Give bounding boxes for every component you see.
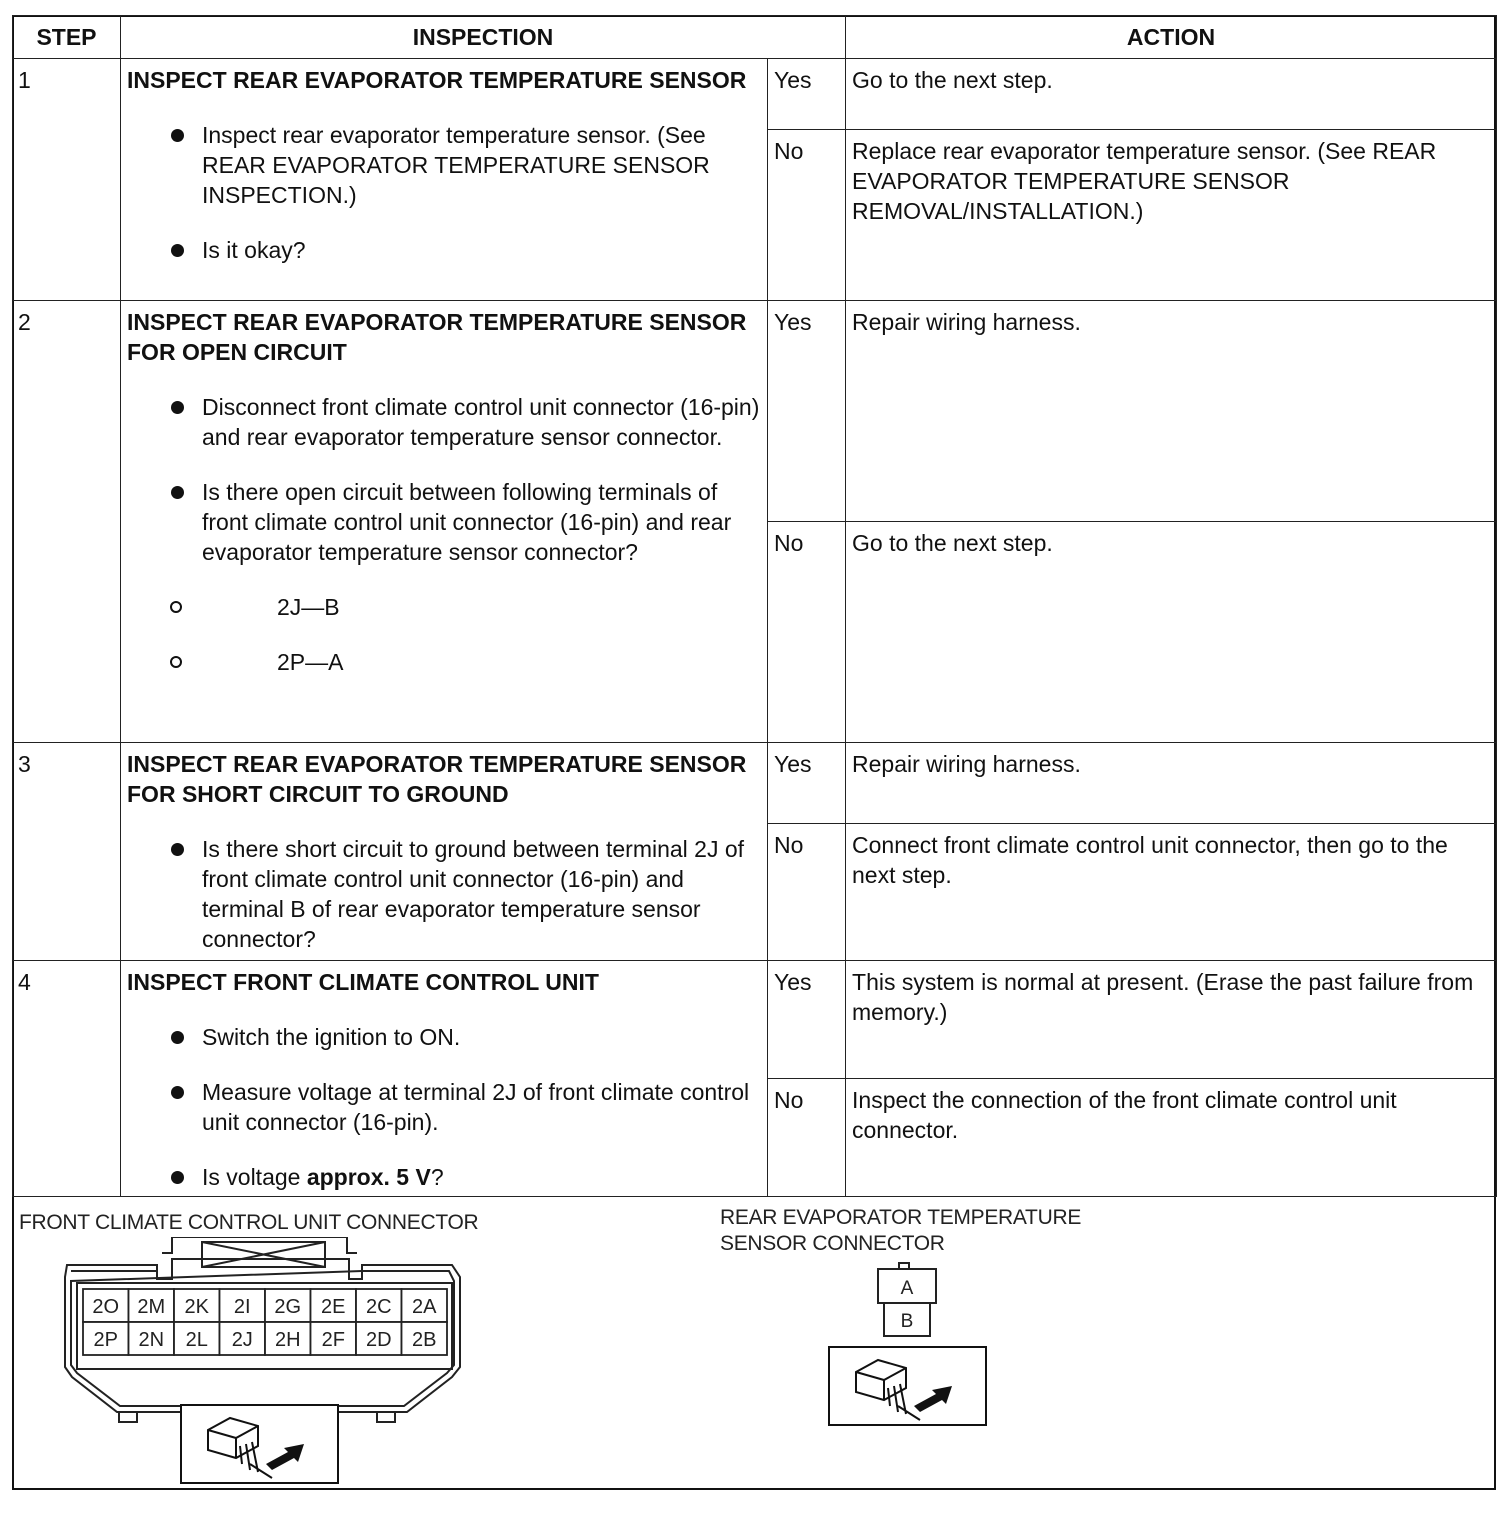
rear-connector-diagram [874, 1261, 954, 1341]
terminal-label: 2N [138, 1329, 165, 1351]
list-item [127, 477, 761, 677]
front-connector-view-icon [180, 1404, 340, 1486]
step-title: INSPECT REAR EVAPORATOR TEMPERATURE SENSOR FOR SHORT CIRCUIT TO GROUND [127, 751, 747, 807]
list-item: Inspect rear evaporator temperature sensor. (See REAR EVAPORATOR TEMPERATURE SENSOR INSPECTION.) [127, 120, 761, 210]
terminal-label: 2C [365, 1296, 392, 1318]
terminal-b-label: B [900, 1311, 914, 1332]
bullet-list [127, 1022, 761, 1192]
terminal-label: 2P [93, 1329, 118, 1351]
rear-connector-label-line2: SENSOR CONNECTOR [720, 1232, 945, 1255]
no-action: Connect front climate control unit connector, then go to the next step. [846, 824, 1497, 961]
voltage-question-suffix: ? [430, 1164, 444, 1190]
table-row [13, 59, 1497, 130]
terminal-label: 2M [137, 1296, 166, 1318]
list-item: Is there short circuit to ground between terminal 2J of front climate control unit connector (16-pin) and terminal B of rear evaporator temperature sensor connector? [127, 834, 761, 954]
list-item: Disconnect front climate control unit connector (16-pin) and rear evaporator temperature sensor connector. [127, 392, 761, 452]
voltage-value: approx. 5 V [306, 1164, 431, 1190]
list-item: Switch the ignition to ON. [127, 1022, 761, 1052]
step-number: 2 [13, 301, 121, 743]
step-number: 1 [13, 59, 121, 301]
yes-action: Go to the next step. [846, 59, 1497, 130]
sub-bullet-list [127, 592, 761, 677]
yes-action: Repair wiring harness. [846, 743, 1497, 824]
terminal-label: 2G [274, 1296, 302, 1318]
inspection-table [12, 15, 1497, 1197]
inspection-cell [121, 743, 768, 961]
header-inspection: INSPECTION [121, 16, 846, 59]
bullet-list [127, 392, 761, 677]
connector-diagrams [12, 1197, 1496, 1490]
inspection-cell [121, 961, 768, 1197]
sub-list-item: 2J—B [127, 592, 761, 622]
no-action: Go to the next step. [846, 522, 1497, 743]
voltage-question-prefix: Is voltage [202, 1164, 307, 1190]
list-item-text: Is there open circuit between following terminals of front climate control unit connector (16-pin) and rear evaporator temperature sensor connector? [202, 479, 732, 565]
yes-action: Repair wiring harness. [846, 301, 1497, 522]
terminal-label: 2H [274, 1329, 301, 1351]
list-item: Measure voltage at terminal 2J of front climate control unit connector (16-pin). [127, 1077, 761, 1137]
inspection-cell [121, 301, 768, 743]
bullet-list [127, 120, 761, 265]
no-action: Inspect the connection of the front climate control unit connector. [846, 1079, 1497, 1197]
list-item: Is it okay? [127, 235, 761, 265]
inspection-cell [121, 59, 768, 301]
table-row [13, 301, 1497, 522]
sub-list-item: 2P—A [127, 647, 761, 677]
step-title: INSPECT REAR EVAPORATOR TEMPERATURE SENSOR FOR OPEN CIRCUIT [127, 309, 747, 365]
list-item [127, 1162, 761, 1192]
terminal-label: 2E [321, 1296, 346, 1318]
terminal-label: 2A [412, 1296, 437, 1318]
yes-label: Yes [768, 961, 846, 1079]
rear-connector-label-line1: REAR EVAPORATOR TEMPERATURE [720, 1206, 1082, 1229]
step-title: INSPECT REAR EVAPORATOR TEMPERATURE SENSOR [127, 67, 747, 93]
header-action: ACTION [846, 16, 1497, 59]
terminal-label: 2K [184, 1296, 209, 1318]
terminal-a-label: A [900, 1278, 914, 1299]
no-label: No [768, 824, 846, 961]
step-title: INSPECT FRONT CLIMATE CONTROL UNIT [127, 969, 599, 995]
yes-label: Yes [768, 59, 846, 130]
no-label: No [768, 1079, 846, 1197]
rear-connector-view-icon [828, 1346, 988, 1428]
terminal-label: 2I [233, 1296, 251, 1318]
step-number: 4 [13, 961, 121, 1197]
no-label: No [768, 522, 846, 743]
table-row [13, 961, 1497, 1079]
terminal-label: 2B [412, 1329, 437, 1351]
terminal-label: 2L [185, 1329, 208, 1351]
terminal-label: 2D [365, 1329, 392, 1351]
step-number: 3 [13, 743, 121, 961]
front-connector-label: FRONT CLIMATE CONTROL UNIT CONNECTOR [19, 1211, 479, 1234]
terminal-label: 2J [231, 1329, 253, 1351]
yes-action: This system is normal at present. (Erase the past failure from memory.) [846, 961, 1497, 1079]
table-header-row [13, 16, 1497, 59]
no-action: Replace rear evaporator temperature sensor. (See REAR EVAPORATOR TEMPERATURE SENSOR REMOVAL/INSTALLATION.) [846, 130, 1497, 301]
table-row [13, 743, 1497, 824]
header-step: STEP [13, 16, 121, 59]
yes-label: Yes [768, 301, 846, 522]
terminal-label: 2O [92, 1296, 120, 1318]
terminal-label: 2F [321, 1329, 345, 1351]
no-label: No [768, 130, 846, 301]
bullet-list [127, 834, 761, 954]
terminal-grid [83, 1289, 447, 1355]
yes-label: Yes [768, 743, 846, 824]
